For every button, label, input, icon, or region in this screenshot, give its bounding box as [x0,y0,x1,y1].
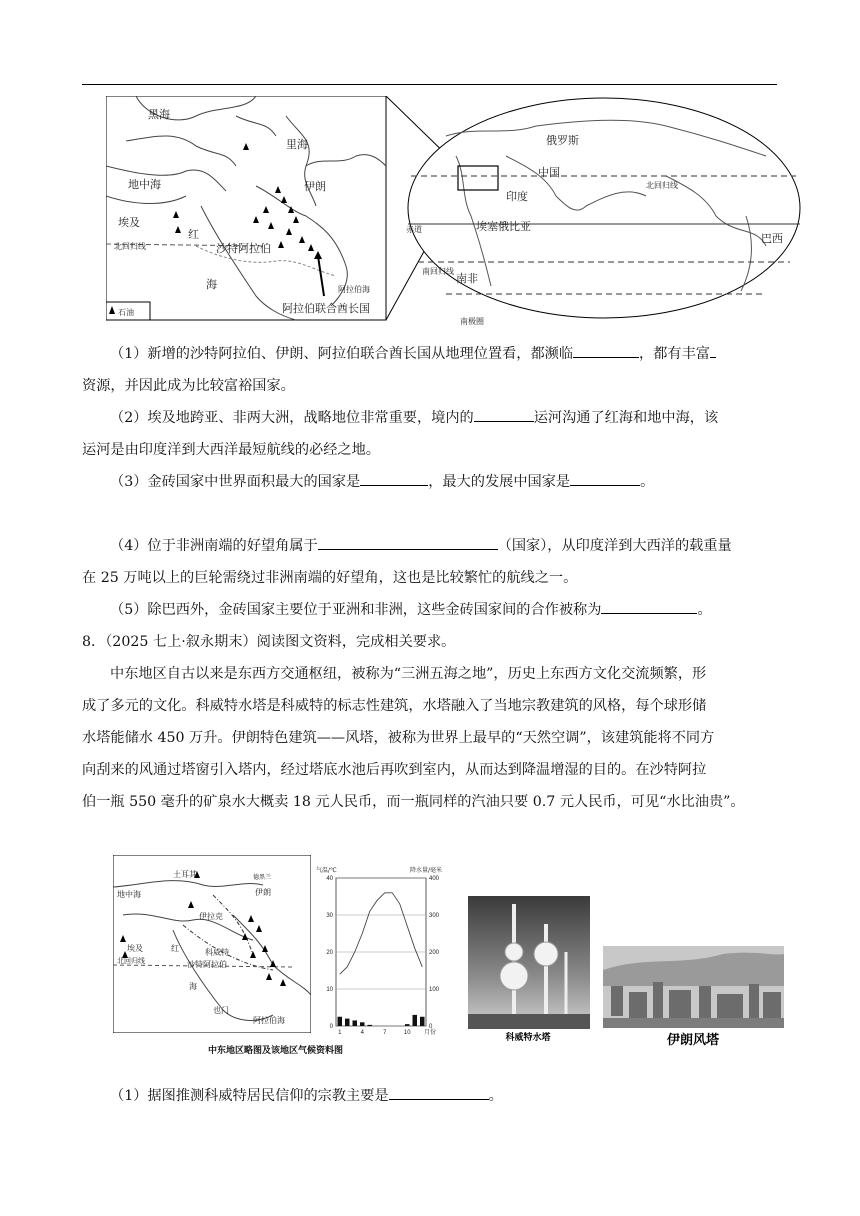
label-brazil: 巴西 [761,232,783,245]
label-russia: 俄罗斯 [546,134,579,147]
q7-p4c: 在 25 万吨以上的巨轮需绕过非洲南端的好望角，这也是比较繁忙的航线之一。 [82,570,578,586]
label-arabian-sea: 阿拉伯海 [253,1016,285,1025]
q8-q1a: （1）据图推测科威特居民信仰的宗教主要是 [110,1088,389,1104]
label-black-sea: 黑海 [148,108,170,121]
left-tick-label: 40 [326,876,333,882]
q7-p5b: 。 [697,602,712,618]
right-tick-label: 100 [429,987,440,993]
x-tick-label: 1 [338,1030,342,1036]
precip-bar [360,1022,365,1026]
answer-blank[interactable] [360,471,428,486]
q8-body-line: 水塔能储水 450 万升。伊朗特色建筑——风塔，被称为世界上最早的“天然空调”，该建筑能将不同方 [82,730,715,746]
figure-brics-map [106,96,801,326]
right-tick-label: 200 [429,950,440,956]
precip-bar [413,1015,418,1026]
q7-p1a: （1）新增的沙特阿拉伯、伊朗、阿拉伯联合酋长国从地理位置看，都濒临 [110,346,574,362]
precip-bar [345,1019,350,1026]
answer-blank[interactable] [389,1085,489,1100]
chart-right-axis-title: 降水量/毫米 [410,867,443,874]
label-sea: 海 [206,278,217,291]
left-tick-label: 10 [326,987,333,993]
precip-bar [353,1020,358,1026]
world-map [408,98,800,318]
label-south-africa: 南非 [456,272,478,285]
answer-blank[interactable] [474,407,534,422]
label-red: 红 [188,228,199,241]
q8-part1 [82,1080,782,1112]
q7-part2 [82,402,782,466]
x-axis-label: 月份 [424,1030,437,1036]
label-mediterranean: 地中海 [128,178,161,191]
answer-blank[interactable] [573,343,639,358]
label-antarctic-circle: 南极圈 [460,317,484,326]
label-tropic-south: 南回归线 [422,267,454,276]
q8-body-line: 伯一瓶 550 毫升的矿泉水大概卖 18 元人民币，而一瓶同样的汽油只要 0.7 元人民币，可见“水比油贵”。 [82,794,745,810]
q7-p5a: （5）除巴西外，金砖国家主要位于亚洲和非洲，这些金砖国家间的合作被称为 [110,602,602,618]
q8-heading [82,626,782,658]
q7-p4a: （4）位于非洲南端的好望角属于 [110,538,318,554]
caption-tower: 科威特水塔 [505,1033,551,1043]
left-tick-label: 0 [329,1024,333,1030]
label-egypt: 埃及 [127,944,143,953]
chart-left-axis-title: 气温/℃ [316,867,337,874]
caption-wind-tower: 伊朗风塔 [666,1033,720,1048]
label-red: 红 [171,944,179,953]
label-china: 中国 [538,166,560,179]
climate-chart [314,866,448,1036]
label-kuwait: 科威特 [205,948,229,957]
label-tehran: 德黑兰 [253,874,272,881]
q7-part4 [82,530,782,594]
iran-wind-tower-photo [603,946,784,1050]
label-saudi: 沙特阿拉伯 [187,960,227,969]
q7-p2a: （2）埃及地跨亚、非两大洲，战略地位非常重要，境内的 [110,410,474,426]
caption-map: 中东地区略图及该地区气候资料图 [208,1046,344,1056]
q8-body-line: 成了多元的文化。科威特水塔是科威特的标志性建筑，水塔融入了当地宗教建筑的风格，每个球形储 [82,698,707,714]
answer-blank[interactable] [710,343,716,358]
right-tick-label: 0 [429,1024,433,1030]
q7-p3c: 。 [640,474,655,490]
legend-oil-label: 石油 [118,308,134,317]
label-tropic-world: 北回归线 [646,181,678,190]
x-tick-label: 10 [403,1030,411,1036]
label-saudi: 沙特阿拉伯 [216,242,271,255]
label-tropic-inset: 北回归线 [114,242,146,251]
precip-bar [405,1024,410,1026]
precip-bar [338,1017,343,1026]
answer-blank[interactable] [601,599,697,614]
label-turkey: 土耳其 [173,870,197,879]
middle-east-sketch-map [113,855,311,1033]
q7-part3 [82,466,782,498]
label-iran: 伊朗 [255,888,271,897]
label-india: 印度 [506,190,528,203]
q7-p2c: 运河是由印度洋到大西洋最短航线的必经之地。 [82,442,380,458]
x-tick-label: 7 [383,1030,387,1036]
q7-p1b: ，都有丰富 [639,346,710,362]
q8-body-line: 向刮来的风通过塔窗引入塔内，经过塔底水池后再吹到室内，从而达到降温增湿的目的。在沙特阿拉 [82,762,707,778]
answer-blank[interactable] [570,471,640,486]
q8-q1b: 。 [488,1088,503,1104]
x-tick-label: 4 [360,1030,364,1036]
q7-p1c: 资源，并因此成为比较富裕国家。 [82,378,295,394]
answer-blank[interactable] [318,535,498,550]
q7-p3a: （3）金砖国家中世界面积最大的国家是 [110,474,361,490]
label-sea: 海 [189,982,197,991]
q7-part1 [82,338,782,402]
label-yemen: 也门 [213,1006,229,1015]
q8-head-text: 8．（2025 七上·叙永期末）阅读图文资料，完成相关要求。 [82,634,456,650]
q7-p3b: ，最大的发展中国家是 [428,474,571,490]
precip-bar [368,1025,373,1026]
label-iran: 伊朗 [304,180,326,193]
right-tick-label: 400 [429,876,440,882]
q7-part5 [82,594,782,626]
label-egypt: 埃及 [118,216,140,229]
q8-body-line: 中东地区自古以来是东西方交通枢纽，被称为“三洲五海之地”，历史上东西方文化交流频繁，形 [110,666,707,682]
top-rule [82,84,777,85]
q7-p2b: 运河沟通了红海和地中海，该 [533,410,719,426]
label-mediterranean: 地中海 [117,890,141,899]
label-ethiopia: 埃塞俄比亚 [476,220,531,233]
label-caspian-sea: 里海 [286,138,308,151]
kuwait-tower-photo [468,896,590,1044]
precip-bar [420,1017,425,1026]
label-iraq: 伊拉克 [199,912,223,921]
q8-body [82,658,782,818]
right-tick-label: 300 [429,913,440,919]
left-tick-label: 30 [326,913,333,919]
label-uae: 阿拉伯联合酋长国 [282,302,370,315]
label-equator: 赤道 [406,225,422,234]
label-arabian-sea: 阿拉伯海 [338,285,370,294]
q7-p4b: （国家），从印度洋到大西洋的载重量 [497,538,732,554]
label-tropic: 北回归线 [117,957,145,965]
left-tick-label: 20 [326,950,333,956]
